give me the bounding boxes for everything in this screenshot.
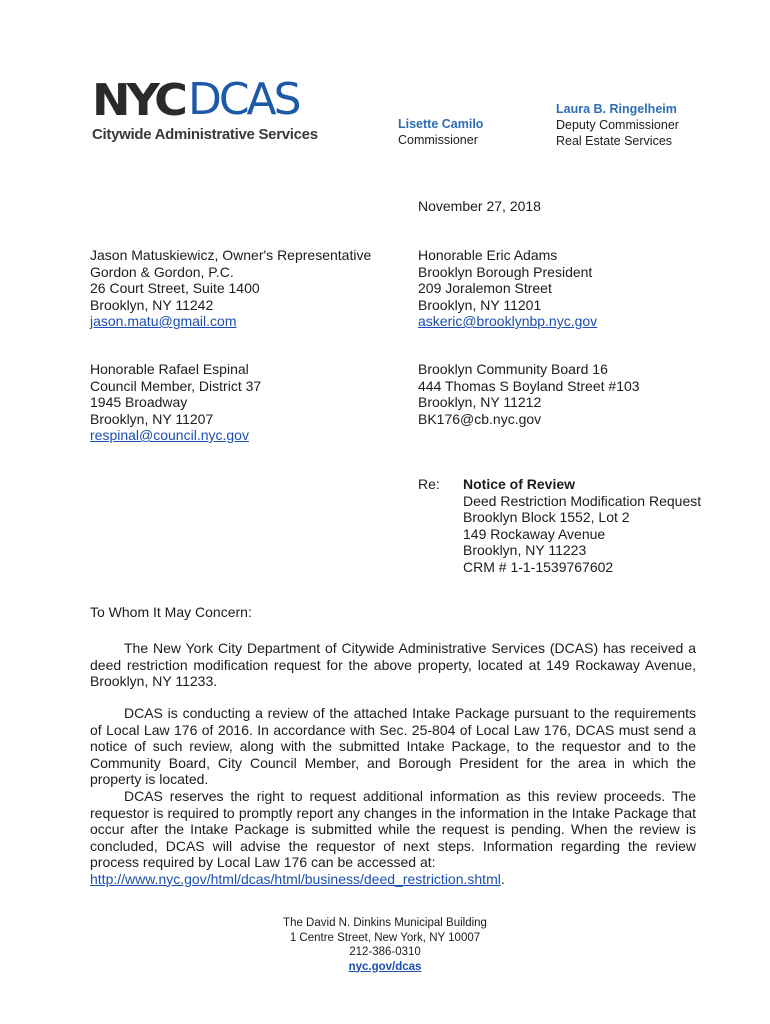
address-line: 1945 Broadway	[90, 394, 188, 410]
re-line: Brooklyn, NY 11223	[463, 542, 587, 558]
deputy-commissioner-department: Real Estate Services	[556, 134, 673, 148]
email-link[interactable]: jason.matu@gmail.com	[90, 313, 237, 329]
address-line: 26 Court Street, Suite 1400	[90, 280, 260, 296]
commissioner-name: Lisette Camilo	[398, 117, 484, 131]
address-line: Brooklyn, NY 11212	[418, 394, 542, 410]
footer-building: The David N. Dinkins Municipal Building	[283, 917, 487, 929]
re-line: Brooklyn Block 1552, Lot 2	[463, 509, 630, 525]
address-line: Honorable Rafael Espinal	[90, 361, 249, 377]
address-line: Brooklyn, NY 11201	[418, 296, 542, 313]
recipient-owner-rep	[90, 247, 371, 330]
dcas-logo	[92, 74, 342, 143]
re-line: 149 Rockaway Avenue	[463, 525, 606, 542]
re-subject-block	[463, 476, 701, 575]
paragraph-3-text: DCAS reserves the right to request additional information as this review proceeds. The requestor is required to promptly report any changes in the information in the Intake Package that occur after the Intake Package is submitted while the request is pending. When the review is concluded, DCAS will advise the requestor of next steps. Information regarding the review process required by Local Law 176 can be accessed at:	[90, 788, 696, 870]
address-line: 209 Joralemon Street	[418, 280, 552, 296]
re-line: CRM # 1-1-1539767602	[463, 558, 614, 575]
salutation: To Whom It May Concern:	[90, 604, 252, 620]
paragraph-3-end: .	[500, 870, 505, 887]
address-line: Gordon & Gordon, P.C.	[90, 263, 234, 280]
email-link[interactable]: respinal@council.nyc.gov	[90, 427, 249, 443]
email-link[interactable]: askeric@brooklynbp.nyc.gov	[418, 313, 598, 329]
paragraph-2: DCAS is conducting a review of the attached Intake Package pursuant to the requirements of Local Law 176 of 2016. In accordance with Sec. 25-804 of Local Law 176, DCAS must send a notice of such review, along with the submitted Intake Package, to the requestor and to the Community Board, City Council Member, and Borough President for the area in which the property is located.	[90, 705, 696, 787]
paragraph-3	[90, 788, 696, 887]
footer-website-link[interactable]: nyc.gov/dcas	[348, 960, 422, 973]
address-line: Council Member, District 37	[90, 377, 262, 394]
recipient-borough-president	[418, 247, 597, 330]
deputy-commissioner-name: Laura B. Ringelheim	[556, 102, 677, 116]
logo-nyc-text: NYC	[92, 74, 184, 126]
address-line: Brooklyn, NY 11207	[90, 410, 214, 427]
recipient-community-board	[418, 361, 640, 427]
re-line: Deed Restriction Modification Request	[463, 492, 702, 509]
commissioner-block	[398, 116, 483, 148]
address-line: Brooklyn Community Board 16	[418, 361, 608, 377]
deputy-commissioner-title: Deputy Commissioner	[556, 118, 679, 132]
address-line: BK176@cb.nyc.gov	[418, 410, 542, 427]
footer	[0, 916, 770, 974]
footer-address: 1 Centre Street, New York, NY 10007	[289, 931, 481, 944]
address-line: 444 Thomas S Boyland Street #103	[418, 377, 640, 394]
address-line: Brooklyn Borough President	[418, 263, 593, 280]
paragraph-1: The New York City Department of Citywide Administrative Services (DCAS) has received a deed restriction modification request for the above property, located at 149 Rockaway Avenue, Brooklyn, NY 11233.	[90, 640, 696, 689]
re-label: Re:	[418, 476, 440, 492]
commissioner-title: Commissioner	[398, 133, 478, 147]
recipient-council-member	[90, 361, 261, 444]
logo-dcas-text: DCAS	[187, 74, 299, 125]
deputy-commissioner-block	[556, 101, 679, 149]
address-line: Brooklyn, NY 11242	[90, 296, 214, 313]
address-line: Jason Matuskiewicz, Owner's Representative	[90, 247, 372, 263]
re-title: Notice of Review	[463, 476, 576, 492]
logo-subtitle: Citywide Administrative Services	[92, 126, 318, 143]
letter-date: November 27, 2018	[418, 198, 541, 214]
footer-phone: 212-386-0310	[349, 946, 421, 958]
deed-restriction-link[interactable]: http://www.nyc.gov/html/dcas/html/business/deed_restriction.shtml	[90, 870, 501, 887]
address-line: Honorable Eric Adams	[418, 247, 558, 263]
